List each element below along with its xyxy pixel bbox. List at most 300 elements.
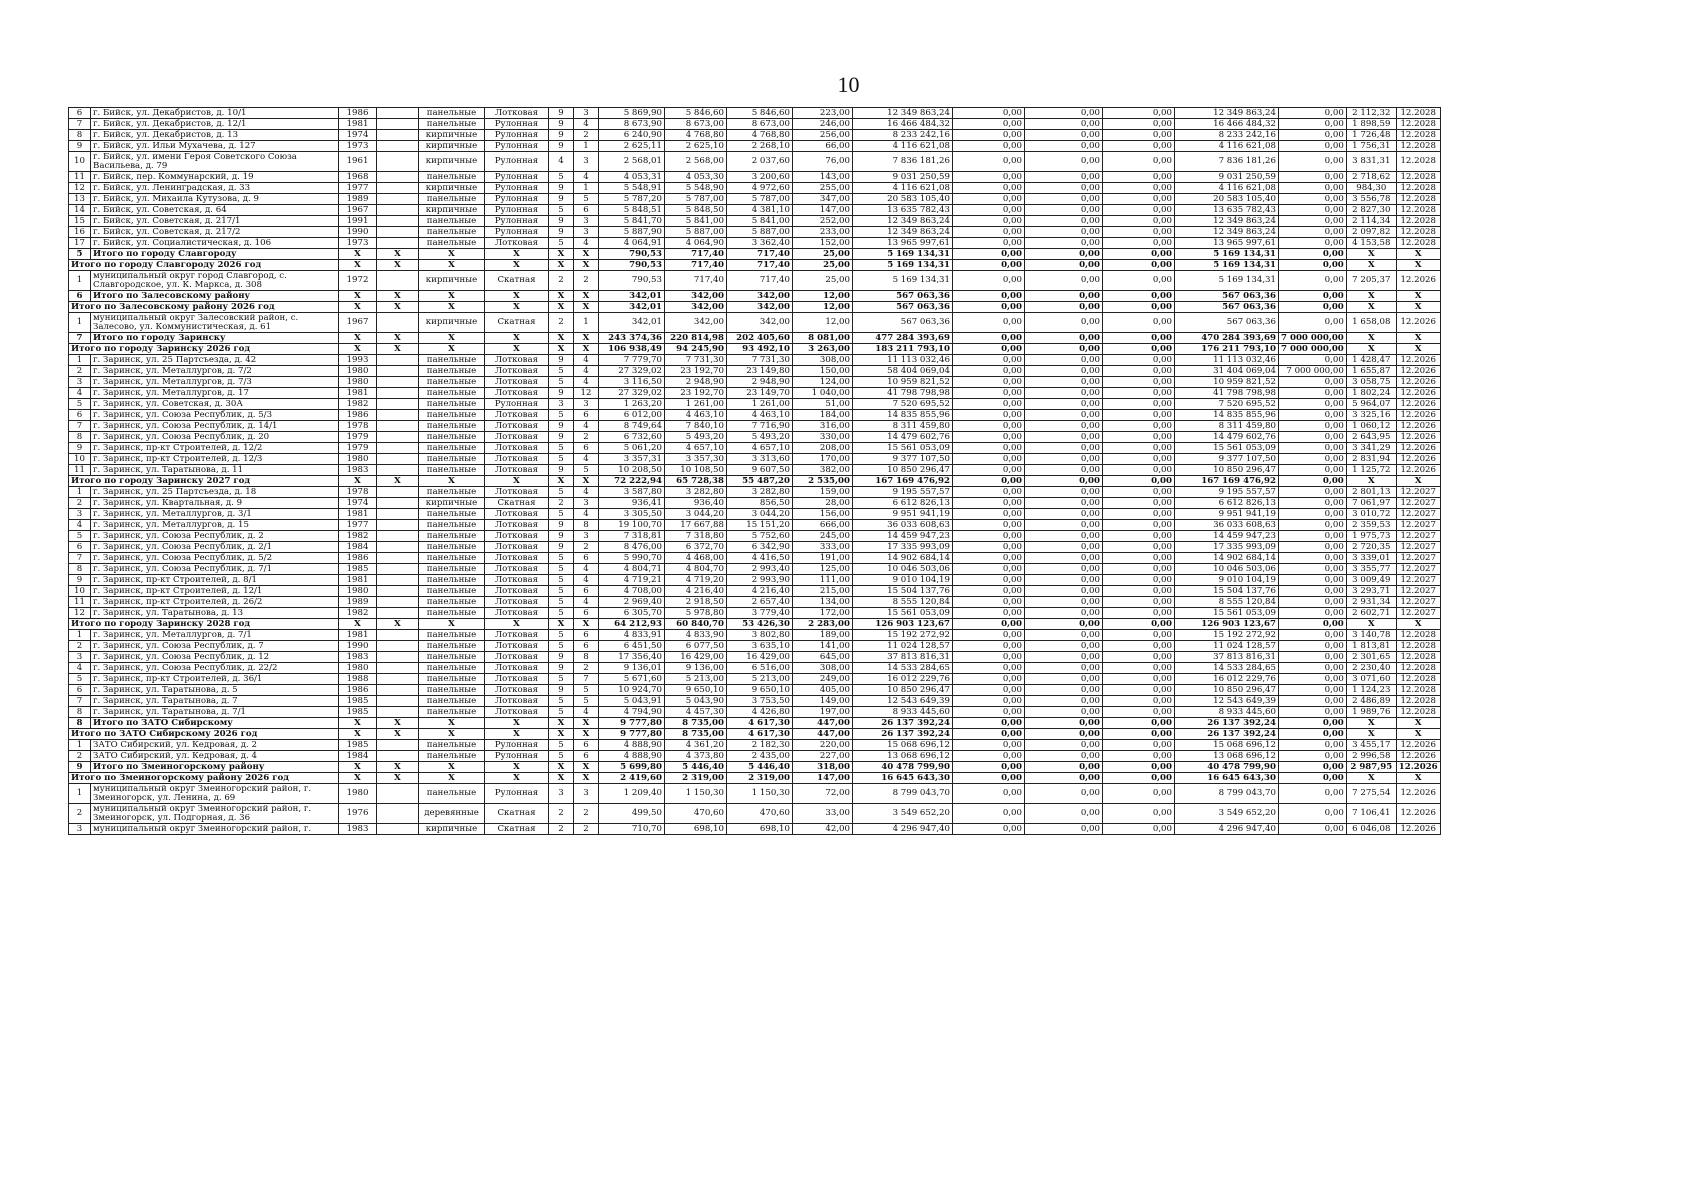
cell-row-number: 1 [69,313,91,333]
cell-roof-type: Лотковая [485,597,549,608]
cell-year-reconstruction [377,509,419,520]
cell-row-number: 3 [69,509,91,520]
cell-address: г. Заринск, ул. Таратынова, д. 7/1 [91,707,339,718]
cell-cost-regional: 0,00 [1025,388,1103,399]
cell-total-cost: 4 296 947,40 [853,824,953,835]
cell-residents: 12,00 [793,291,853,302]
cell-year-built: X [339,260,377,271]
cell-cost-local: 0,00 [1103,531,1175,542]
cell-total-cost: 16 012 229,76 [853,674,953,685]
cell-residential-area-owned: 717,40 [727,260,793,271]
cell-address: г. Заринск, ул. Металлургов, д. 7/1 [91,630,339,641]
cell-cost-federal: 0,00 [953,260,1025,271]
cell-total-area: 5 990,70 [599,553,665,564]
cell-residents: 330,00 [793,432,853,443]
cell-year-built: 1985 [339,696,377,707]
cell-total-area: 8 476,00 [599,542,665,553]
cell-deadline: 12.2028 [1396,663,1440,674]
cell-wall-material: панельные [419,509,485,520]
cell-total-cost: 5 169 134,31 [853,271,953,291]
cell-wall-material: деревянные [419,804,485,824]
cell-cost-other: 0,00 [1279,751,1347,762]
cell-cost-per-sqm: X [1346,773,1396,784]
cell-cost-regional: 0,00 [1025,476,1103,487]
cell-residents: 159,00 [793,487,853,498]
cell-row-number: 14 [69,205,91,216]
cell-address: г. Заринск, ул. 25 Партсъезда, д. 18 [91,487,339,498]
cell-entrances: 2 [574,130,599,141]
cell-address: муниципальный округ Змеиногорский район, г. Змеиногорск, ул. Ленина, д. 69 [91,784,339,804]
cell-year-reconstruction: X [377,762,419,773]
cell-roof-type: X [485,762,549,773]
cell-residential-area: 23 192,70 [665,366,727,377]
cell-total-cost: 5 169 134,31 [853,260,953,271]
table-row [69,410,1441,421]
cell-wall-material: кирпичные [419,183,485,194]
cell-total-cost: 15 192 272,92 [853,630,953,641]
cell-cost-local: 0,00 [1103,509,1175,520]
cell-cost-per-sqm: 1 655,87 [1346,366,1396,377]
cell-cost-regional: 0,00 [1025,291,1103,302]
cell-roof-type: Лотковая [485,454,549,465]
cell-wall-material: кирпичные [419,152,485,172]
table-row [69,465,1441,476]
cell-cost-regional: 0,00 [1025,740,1103,751]
cell-cost-owners: 5 169 134,31 [1175,260,1279,271]
cell-cost-owners: 14 533 284,65 [1175,663,1279,674]
cell-floors: 5 [549,674,574,685]
cell-total-cost: 9 195 557,57 [853,487,953,498]
cell-cost-owners: 126 903 123,67 [1175,619,1279,630]
cell-year-built: 1989 [339,194,377,205]
cell-cost-owners: 16 645 643,30 [1175,773,1279,784]
cell-address: муниципальный округ Змеиногорский район, г. [91,824,339,835]
cell-cost-other: 0,00 [1279,487,1347,498]
cell-total-cost: 10 850 296,47 [853,465,953,476]
table-row [69,183,1441,194]
cell-floors: 5 [549,553,574,564]
cell-cost-local: 0,00 [1103,784,1175,804]
cell-cost-per-sqm: 3 010,72 [1346,509,1396,520]
cell-cost-other: 0,00 [1279,498,1347,509]
cell-row-number: 2 [69,498,91,509]
cell-year-reconstruction [377,454,419,465]
cell-residential-area-owned: 4 972,60 [727,183,793,194]
cell-residential-area-owned: 717,40 [727,249,793,260]
cell-floors: X [549,260,574,271]
cell-year-reconstruction [377,575,419,586]
cell-deadline: 12.2027 [1396,597,1440,608]
year-total-label: Итого по городу Славгороду 2026 год [69,260,339,271]
cell-residential-area-owned: 7 731,30 [727,355,793,366]
cell-cost-regional: 0,00 [1025,410,1103,421]
cell-total-area: 4 888,90 [599,751,665,762]
cell-residential-area: 16 429,00 [665,652,727,663]
table-row [69,751,1441,762]
cell-wall-material: панельные [419,553,485,564]
cell-address: г. Заринск, пр-кт Строителей, д. 12/3 [91,454,339,465]
cell-cost-other: 0,00 [1279,531,1347,542]
cell-residential-area-owned: 6 342,90 [727,542,793,553]
cell-roof-type: Лотковая [485,108,549,119]
cell-cost-owners: 7 520 695,52 [1175,399,1279,410]
cell-cost-local: 0,00 [1103,641,1175,652]
table-row [69,388,1441,399]
cell-address: г. Бийск, пер. Коммунарский, д. 19 [91,172,339,183]
cell-cost-regional: 0,00 [1025,249,1103,260]
cell-floors: 4 [549,152,574,172]
cell-cost-local: 0,00 [1103,542,1175,553]
cell-roof-type: Лотковая [485,542,549,553]
cell-year-reconstruction [377,108,419,119]
cell-residents: 152,00 [793,238,853,249]
cell-cost-owners: 8 555 120,84 [1175,597,1279,608]
cell-roof-type: Рулонная [485,130,549,141]
cell-entrances: 1 [574,141,599,152]
cell-residential-area: 8 735,00 [665,729,727,740]
cell-cost-federal: 0,00 [953,707,1025,718]
cell-floors: 9 [549,130,574,141]
cell-total-area: 243 374,36 [599,333,665,344]
cell-total-cost: 12 349 863,24 [853,216,953,227]
cell-wall-material: панельные [419,410,485,421]
cell-residents: 645,00 [793,652,853,663]
table-row [69,531,1441,542]
cell-cost-regional: 0,00 [1025,824,1103,835]
cell-cost-local: 0,00 [1103,238,1175,249]
cell-deadline: 12.2028 [1396,685,1440,696]
cell-cost-local: 0,00 [1103,476,1175,487]
cell-address: г. Заринск, ул. Квартальная, д. 9 [91,498,339,509]
cell-cost-federal: 0,00 [953,227,1025,238]
cell-cost-local: 0,00 [1103,619,1175,630]
cell-year-built: 1982 [339,608,377,619]
cell-deadline: 12.2026 [1396,465,1440,476]
cell-cost-regional: 0,00 [1025,216,1103,227]
cell-cost-regional: 0,00 [1025,377,1103,388]
cell-cost-other: 0,00 [1279,619,1347,630]
cell-residential-area: 5 043,90 [665,696,727,707]
cell-total-area: 9 136,01 [599,663,665,674]
cell-residential-area-owned: 698,10 [727,824,793,835]
cell-total-area: 1 209,40 [599,784,665,804]
cell-cost-local: 0,00 [1103,432,1175,443]
cell-total-area: 2 419,60 [599,773,665,784]
cell-residents: 227,00 [793,751,853,762]
cell-year-built: 1980 [339,784,377,804]
cell-cost-owners: 36 033 608,63 [1175,520,1279,531]
cell-residential-area-owned: 5 887,00 [727,227,793,238]
cell-cost-local: 0,00 [1103,130,1175,141]
cell-total-cost: 13 068 696,12 [853,751,953,762]
cell-residential-area-owned: 3 282,80 [727,487,793,498]
cell-residential-area: 2 948,90 [665,377,727,388]
cell-year-reconstruction [377,608,419,619]
cell-row-number: 15 [69,216,91,227]
cell-year-built: X [339,773,377,784]
cell-residential-area: 4 463,10 [665,410,727,421]
cell-residential-area: 2 568,00 [665,152,727,172]
cell-entrances: 3 [574,498,599,509]
cell-wall-material: кирпичные [419,498,485,509]
cell-cost-owners: 13 635 782,43 [1175,205,1279,216]
cell-entrances: 3 [574,399,599,410]
cell-total-cost: 15 068 696,12 [853,740,953,751]
cell-cost-regional: 0,00 [1025,696,1103,707]
cell-row-number: 10 [69,586,91,597]
cell-cost-per-sqm: X [1346,476,1396,487]
cell-total-area: 790,53 [599,271,665,291]
cell-total-area: 4 719,21 [599,575,665,586]
cell-total-cost: 14 533 284,65 [853,663,953,674]
cell-roof-type: Лотковая [485,509,549,520]
cell-residential-area-owned: 15 151,20 [727,520,793,531]
cell-cost-other: 0,00 [1279,804,1347,824]
cell-row-number: 9 [69,575,91,586]
cell-cost-per-sqm: 3 293,71 [1346,586,1396,597]
cell-residential-area-owned: 3 779,40 [727,608,793,619]
cell-address: г. Заринск, пр-кт Строителей, д. 26/2 [91,597,339,608]
cell-cost-other: 0,00 [1279,355,1347,366]
cell-wall-material: X [419,773,485,784]
cell-cost-per-sqm: X [1346,302,1396,313]
cell-address: г. Заринск, ул. Таратынова, д. 7 [91,696,339,707]
cell-total-cost: 183 211 793,10 [853,344,953,355]
cell-row-number: 11 [69,465,91,476]
cell-total-area: 3 116,50 [599,377,665,388]
cell-cost-federal: 0,00 [953,205,1025,216]
cell-residential-area: 4 053,30 [665,172,727,183]
cell-residential-area-owned: 2 268,10 [727,141,793,152]
cell-floors: 5 [549,487,574,498]
cell-roof-type: Лотковая [485,465,549,476]
cell-residential-area-owned: 342,00 [727,313,793,333]
cell-cost-other: 0,00 [1279,216,1347,227]
cell-cost-regional: 0,00 [1025,509,1103,520]
cell-row-number: 3 [69,652,91,663]
cell-residential-area-owned: 4 463,10 [727,410,793,421]
cell-wall-material: панельные [419,696,485,707]
cell-residents: 143,00 [793,172,853,183]
cell-cost-owners: 10 959 821,52 [1175,377,1279,388]
table-row [69,608,1441,619]
cell-address: г. Заринск, ул. Металлургов, д. 15 [91,520,339,531]
cell-residential-area-owned: 5 213,00 [727,674,793,685]
cell-deadline: 12.2027 [1396,586,1440,597]
cell-cost-federal: 0,00 [953,344,1025,355]
cell-residents: 316,00 [793,421,853,432]
cell-address: г. Бийск, ул. Ильи Мухачева, д. 127 [91,141,339,152]
cell-deadline: 12.2026 [1396,410,1440,421]
cell-year-reconstruction [377,377,419,388]
cell-floors: X [549,333,574,344]
cell-roof-type: Лотковая [485,696,549,707]
cell-wall-material: панельные [419,227,485,238]
cell-entrances: 4 [574,172,599,183]
cell-total-cost: 26 137 392,24 [853,729,953,740]
cell-deadline: X [1396,718,1440,729]
cell-residential-area: 4 468,00 [665,553,727,564]
cell-roof-type: X [485,333,549,344]
cell-cost-local: 0,00 [1103,271,1175,291]
cell-floors: X [549,729,574,740]
cell-residential-area-owned: 2 948,90 [727,377,793,388]
cell-entrances: X [574,260,599,271]
cell-residential-area-owned: 23 149,80 [727,366,793,377]
cell-cost-per-sqm: 3 071,60 [1346,674,1396,685]
cell-year-reconstruction [377,443,419,454]
cell-cost-federal: 0,00 [953,804,1025,824]
cell-floors: X [549,762,574,773]
cell-cost-regional: 0,00 [1025,630,1103,641]
cell-roof-type: X [485,773,549,784]
cell-floors: 3 [549,399,574,410]
cell-cost-per-sqm: 3 140,78 [1346,630,1396,641]
cell-residents: 2 283,00 [793,619,853,630]
cell-cost-per-sqm: 2 114,34 [1346,216,1396,227]
cell-row-number: 12 [69,183,91,194]
cell-deadline: X [1396,619,1440,630]
cell-entrances: 6 [574,630,599,641]
cell-year-built: 1981 [339,575,377,586]
cell-deadline: 12.2028 [1396,172,1440,183]
cell-floors: 2 [549,271,574,291]
cell-cost-local: 0,00 [1103,194,1175,205]
cell-entrances: X [574,773,599,784]
cell-row-number: 5 [69,249,91,260]
cell-residential-area: 5 548,90 [665,183,727,194]
cell-address: г. Заринск, ул. Металлургов, д. 7/2 [91,366,339,377]
cell-entrances: 6 [574,608,599,619]
cell-cost-regional: 0,00 [1025,271,1103,291]
cell-cost-owners: 9 010 104,19 [1175,575,1279,586]
cell-cost-regional: 0,00 [1025,751,1103,762]
cell-residents: 233,00 [793,227,853,238]
cell-residents: 25,00 [793,260,853,271]
cell-cost-federal: 0,00 [953,652,1025,663]
cell-row-number: 2 [69,641,91,652]
cell-cost-federal: 0,00 [953,119,1025,130]
cell-entrances: 6 [574,410,599,421]
cell-total-area: 710,70 [599,824,665,835]
cell-total-cost: 477 284 393,69 [853,333,953,344]
cell-address: г. Заринск, ул. Союза Республик, д. 2 [91,531,339,542]
cell-year-built: 1986 [339,553,377,564]
cell-residential-area: 220 814,98 [665,333,727,344]
cell-wall-material: панельные [419,663,485,674]
cell-roof-type: Рулонная [485,227,549,238]
cell-entrances: 6 [574,205,599,216]
cell-residential-area-owned: 1 150,30 [727,784,793,804]
cell-cost-per-sqm: 984,30 [1346,183,1396,194]
cell-residential-area: 5 978,80 [665,608,727,619]
cell-residents: 149,00 [793,696,853,707]
cell-roof-type: Рулонная [485,141,549,152]
cell-roof-type: Скатная [485,804,549,824]
cell-cost-federal: 0,00 [953,619,1025,630]
cell-cost-owners: 9 195 557,57 [1175,487,1279,498]
cell-entrances: 4 [574,454,599,465]
table-row [69,227,1441,238]
cell-residents: 1 040,00 [793,388,853,399]
cell-cost-regional: 0,00 [1025,119,1103,130]
cell-cost-per-sqm: 2 718,62 [1346,172,1396,183]
table-row [69,194,1441,205]
cell-cost-regional: 0,00 [1025,575,1103,586]
cell-cost-other: 0,00 [1279,141,1347,152]
cell-cost-federal: 0,00 [953,194,1025,205]
cell-total-cost: 4 116 621,08 [853,183,953,194]
cell-row-number: 1 [69,630,91,641]
cell-cost-owners: 15 192 272,92 [1175,630,1279,641]
cell-cost-owners: 8 933 445,60 [1175,707,1279,718]
cell-cost-regional: 0,00 [1025,531,1103,542]
cell-roof-type: Лотковая [485,707,549,718]
cell-cost-per-sqm: 2 486,89 [1346,696,1396,707]
cell-cost-per-sqm: 2 987,95 [1346,762,1396,773]
cell-residential-area-owned: 4 617,30 [727,729,793,740]
cell-deadline: 12.2026 [1396,443,1440,454]
table-row [69,421,1441,432]
cell-row-number: 9 [69,443,91,454]
cell-year-reconstruction: X [377,302,419,313]
cell-cost-regional: 0,00 [1025,260,1103,271]
cell-deadline: 12.2026 [1396,271,1440,291]
cell-deadline: 12.2028 [1396,238,1440,249]
cell-residential-area: 3 357,30 [665,454,727,465]
table-row [69,696,1441,707]
cell-total-area: 790,53 [599,260,665,271]
table-row [69,498,1441,509]
cell-total-area: 10 208,50 [599,465,665,476]
cell-cost-local: 0,00 [1103,652,1175,663]
cell-floors: 5 [549,205,574,216]
cell-entrances: 3 [574,531,599,542]
cell-cost-regional: 0,00 [1025,141,1103,152]
cell-deadline: X [1396,260,1440,271]
cell-total-area: 106 938,49 [599,344,665,355]
cell-floors: 5 [549,443,574,454]
table-row [69,520,1441,531]
cell-year-reconstruction: X [377,291,419,302]
cell-total-cost: 9 010 104,19 [853,575,953,586]
cell-wall-material: панельные [419,108,485,119]
cell-total-area: 19 100,70 [599,520,665,531]
cell-wall-material: панельные [419,520,485,531]
cell-cost-owners: 567 063,36 [1175,302,1279,313]
cell-cost-owners: 16 012 229,76 [1175,674,1279,685]
cell-cost-other: 0,00 [1279,674,1347,685]
cell-residential-area-owned: 4 426,80 [727,707,793,718]
cell-cost-owners: 14 479 602,76 [1175,432,1279,443]
cell-total-area: 9 777,80 [599,729,665,740]
cell-roof-type: Рулонная [485,784,549,804]
cell-cost-owners: 4 116 621,08 [1175,183,1279,194]
cell-deadline: 12.2028 [1396,696,1440,707]
cell-deadline: 12.2028 [1396,119,1440,130]
cell-cost-owners: 4 116 621,08 [1175,141,1279,152]
cell-residents: 12,00 [793,313,853,333]
cell-cost-per-sqm: 1 975,73 [1346,531,1396,542]
cell-cost-per-sqm: 3 339,01 [1346,553,1396,564]
cell-total-cost: 15 561 053,09 [853,443,953,454]
cell-total-area: 5 699,80 [599,762,665,773]
page-number: 10 [837,72,860,97]
cell-residents: 318,00 [793,762,853,773]
cell-total-cost: 6 612 826,13 [853,498,953,509]
cell-row-number: 10 [69,152,91,172]
year-total-row [69,619,1441,630]
